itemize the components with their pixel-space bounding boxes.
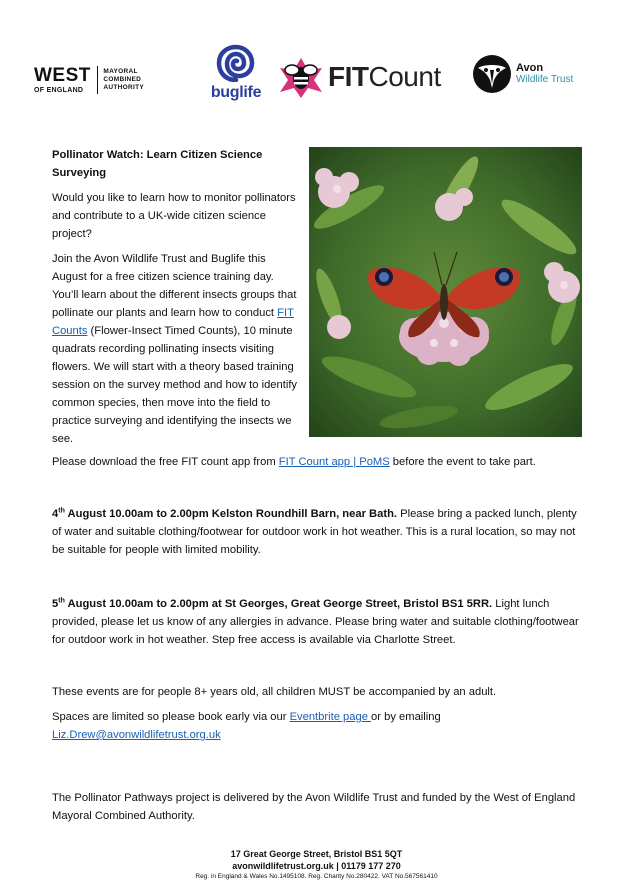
- weca-line-mayoral: MAYORAL: [103, 68, 138, 75]
- partner-logos: [0, 40, 633, 115]
- fit-bee-icon: [278, 56, 324, 98]
- booking-paragraph: [52, 708, 582, 744]
- awt-wildlife-trust-text: Wildlife Trust: [516, 74, 574, 85]
- footer-registration: Reg. in England & Wales No.1495108. Reg. Charity No.280422. VAT No.567561410: [195, 873, 438, 880]
- footer-web-phone: avonwildlifetrust.org.uk | 01179 177 270: [232, 861, 401, 871]
- description-text-after: (Flower-Insect Timed Counts), 10 minute quadrats recording pollinating insects visiting flowers. We will start with a theory based training session on the survey method and how to identify common species, then move into the field to practice surveying and identifying the insects we see.: [52, 325, 298, 445]
- buglife-logo: [208, 44, 264, 102]
- buglife-wordmark: buglife: [210, 84, 262, 101]
- booking-text-before: Spaces are limited so please book early via our: [52, 711, 290, 723]
- event-1-headline: [52, 508, 397, 520]
- event-2-day-suffix: th: [58, 597, 65, 605]
- event-1-headline-text: August 10.00am to 2.00pm Kelston Roundhill Barn, near Bath.: [64, 508, 398, 520]
- email-link[interactable]: Liz.Drew@avonwildlifetrust.org.uk: [52, 729, 221, 741]
- description-text-before: Join the Avon Wildlife Trust and Buglife this August for a free citizen science training day. You’ll learn about the different insects groups that pollinate our plants and learn how to conduct: [52, 253, 297, 319]
- fitcount-wordmark: [328, 61, 441, 93]
- fitcount-wordmark-bold: FIT: [328, 61, 369, 92]
- intro-paragraph: Would you like to learn how to monitor pollinators and contribute to a UK-wide citizen science project?: [52, 192, 296, 240]
- article-title: Pollinator Watch: Learn Citizen Science Surveying: [52, 149, 263, 179]
- fitcount-logo: [278, 56, 441, 98]
- weca-line-combined: COMBINED: [103, 76, 142, 83]
- weca-line-authority: AUTHORITY: [103, 84, 145, 91]
- weca-logo: [34, 66, 144, 94]
- event-1-day-suffix: th: [58, 507, 65, 515]
- buglife-spiral-icon: [216, 44, 256, 82]
- download-text-before: Please download the free FIT count app from: [52, 456, 279, 468]
- description-paragraph: [52, 250, 300, 448]
- age-note: These events are for people 8+ years old, all children MUST be accompanied by an adult.: [52, 686, 497, 698]
- funding-note: The Pollinator Pathways project is delivered by the Avon Wildlife Trust and funded by the West of England Mayoral Combined Authority.: [52, 792, 576, 822]
- event-1-paragraph: [52, 505, 582, 559]
- event-1-details: Please bring a packed lunch, plenty of water and suitable clothing/footwear for outdoor work in hot weather. This is a rural location, so may not be suitable for people with limited mobility.: [52, 508, 577, 556]
- page-footer: [0, 848, 633, 882]
- weca-of-england-text: OF ENGLAND: [34, 86, 84, 94]
- event-2-details: Light lunch provided, please let us know of any allergies in advance. Please bring water and suitable clothing/footwear for outdoor work in hot weather. Step free access is available via Charlotte Street.: [52, 598, 579, 646]
- download-paragraph: [52, 453, 582, 471]
- fit-counts-link[interactable]: FIT Counts: [52, 307, 294, 337]
- event-2-day: 5: [52, 598, 59, 610]
- avon-wildlife-trust-logo: [472, 54, 573, 94]
- event-2-headline: [52, 598, 492, 610]
- weca-divider: [97, 66, 99, 94]
- footer-address: 17 Great George Street, Bristol BS1 5QT: [230, 849, 403, 859]
- fitcount-wordmark-regular: Count: [368, 61, 441, 92]
- download-text-after: before the event to take part.: [389, 456, 536, 468]
- weca-west-text: WEST: [34, 64, 91, 86]
- article-body: [52, 146, 582, 825]
- booking-text-middle: or by emailing: [371, 711, 441, 723]
- fit-count-app-link[interactable]: FIT Count app | PoMS: [278, 456, 390, 468]
- awt-avon-text: Avon: [516, 62, 544, 74]
- eventbrite-link[interactable]: Eventbrite page: [289, 711, 372, 723]
- event-2-headline-text: August 10.00am to 2.00pm at St Georges, Great George Street, Bristol BS1 5RR.: [64, 598, 493, 610]
- event-2-paragraph: [52, 595, 582, 649]
- badger-icon: [472, 54, 512, 94]
- event-1-day: 4: [52, 508, 59, 520]
